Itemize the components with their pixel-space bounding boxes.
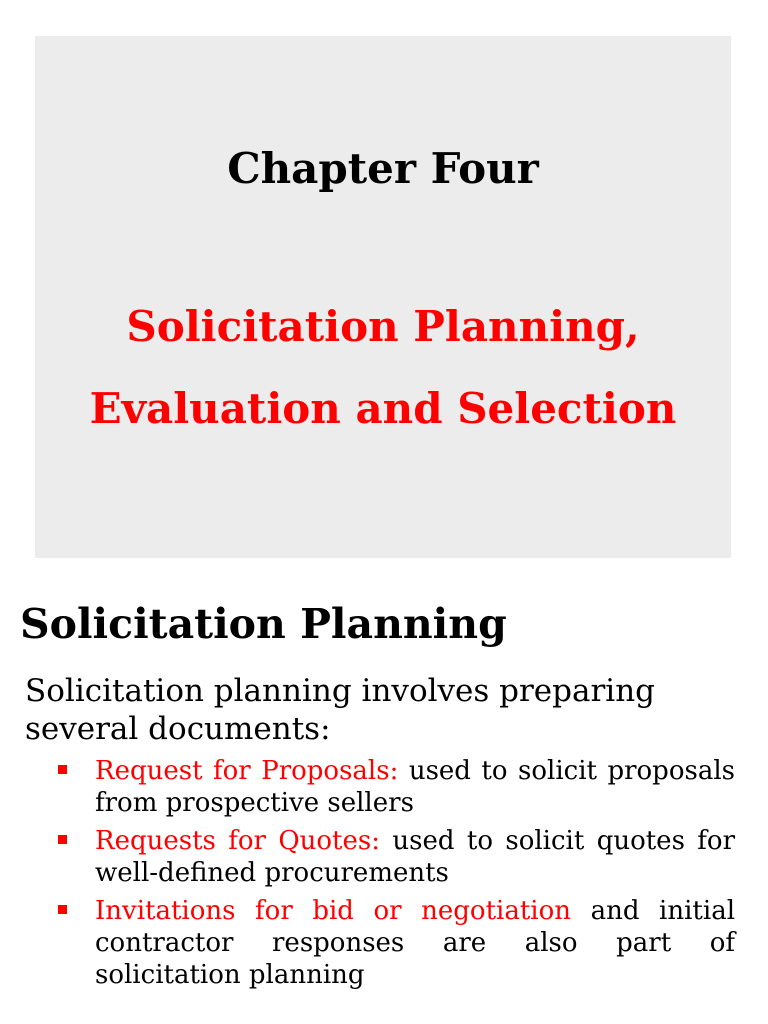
chapter-subtitle-line-1: Solicitation Planning, bbox=[126, 302, 640, 351]
bullet-term: Requests for Quotes: bbox=[95, 826, 380, 856]
bullet-text: used to solicit quotes for well-defined procurements bbox=[95, 826, 736, 888]
red-square-bullet-icon bbox=[58, 835, 67, 844]
bullet-list bbox=[55, 755, 735, 997]
red-square-bullet-icon bbox=[58, 905, 67, 914]
red-square-bullet-icon bbox=[58, 765, 67, 774]
bullet-term: Request for Proposals: bbox=[95, 756, 399, 786]
chapter-title: Chapter Four bbox=[227, 144, 539, 193]
bullet-item-requests-for-quotes bbox=[55, 825, 735, 889]
content-slide bbox=[0, 590, 768, 1024]
chapter-subtitle-line-2: Evaluation and Selection bbox=[89, 384, 677, 433]
intro-paragraph: Solicitation planning involves preparing several documents: bbox=[25, 673, 656, 747]
title-slide bbox=[35, 36, 731, 558]
chapter-subtitle bbox=[35, 286, 731, 450]
bullet-item-request-for-proposals bbox=[55, 755, 735, 819]
section-heading: Solicitation Planning bbox=[20, 600, 507, 648]
bullet-item-invitations-for-bid bbox=[55, 895, 735, 991]
bullet-term: Invitations for bid or negotiation bbox=[95, 896, 572, 926]
bullet-text: used to solicit proposals from prospective sellers bbox=[95, 756, 735, 818]
bullet-text: and initial contractor responses are also part of solicitation planning bbox=[95, 896, 736, 990]
